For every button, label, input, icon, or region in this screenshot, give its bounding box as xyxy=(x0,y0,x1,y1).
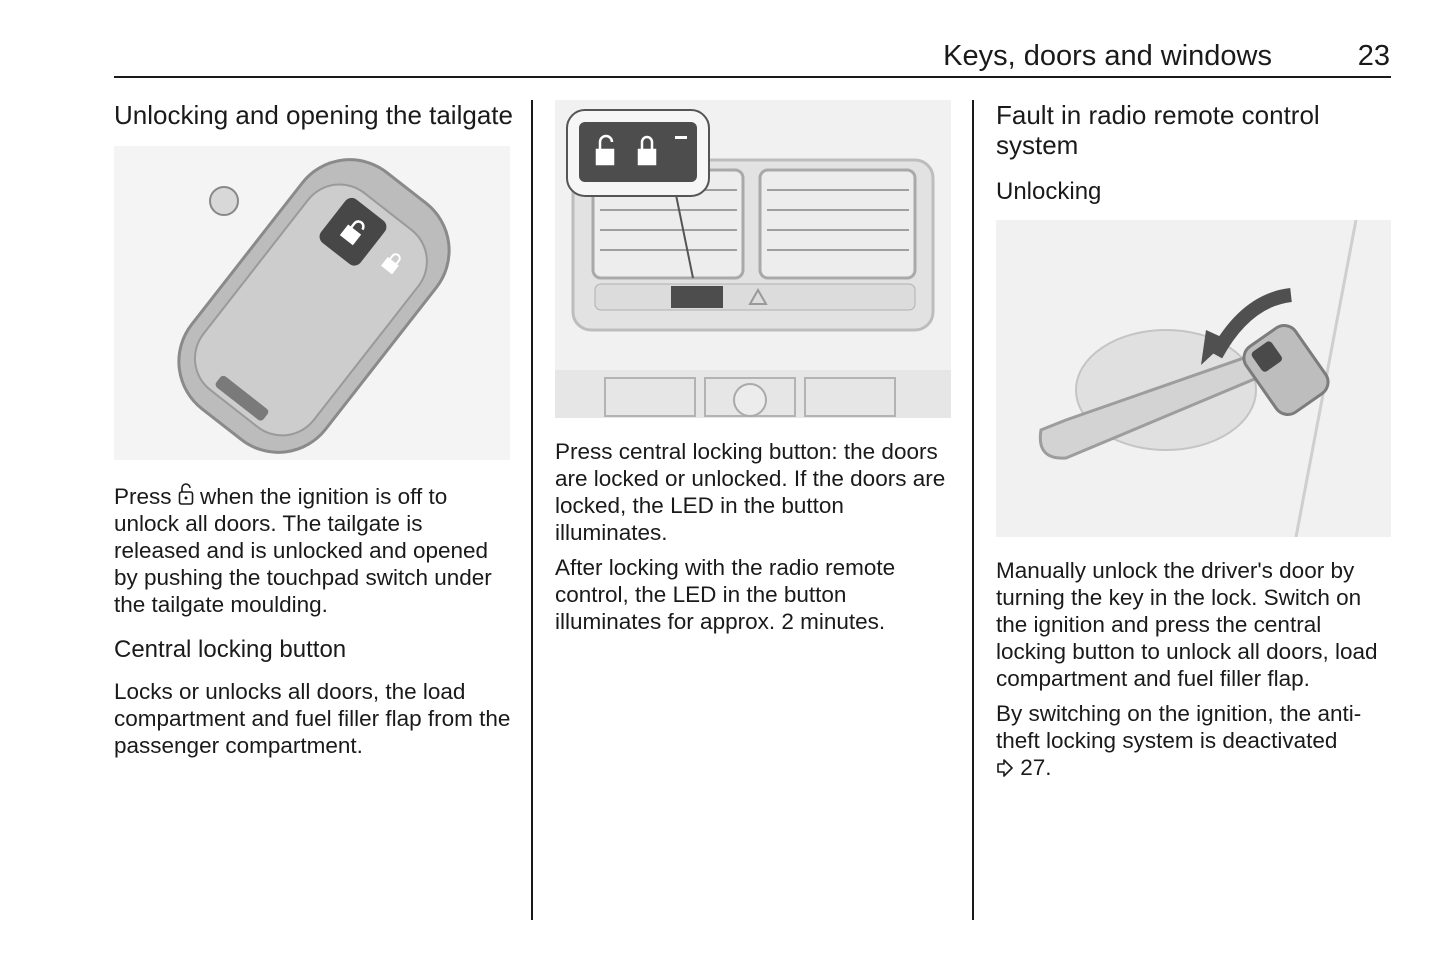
central-locking-button-illustration xyxy=(555,100,951,418)
column-divider-1 xyxy=(531,100,533,920)
column-divider-2 xyxy=(972,100,974,920)
subheading-unlocking: Unlocking xyxy=(996,178,1102,205)
door-handle-key-illustration xyxy=(996,220,1391,537)
central-locking-description: Locks or unlocks all doors, the load compartment and fuel filler flap from the passenger compartment. xyxy=(114,679,511,758)
unlocked-padlock-icon xyxy=(178,482,194,506)
page-reference-link[interactable]: 27. xyxy=(1020,755,1052,780)
section-heading-fault: Fault in radio remote control system xyxy=(996,100,1320,160)
tailgate-instructions: when the ignition is off to unlock all doors. The tailgate is released and is unlocked and opened by pushing the touchpad switch under the tailgate moulding. xyxy=(114,484,492,617)
header-divider xyxy=(114,76,1391,78)
central-locking-instructions: Press central locking button: the doors are locked or unlocked. If the doors are locked, the LED in the button illuminates. xyxy=(555,439,946,545)
anti-theft-note: By switching on the ignition, the anti-theft locking system is deactivated xyxy=(996,701,1362,753)
column-left xyxy=(114,100,514,759)
column-right xyxy=(996,100,1396,781)
press-label: Press xyxy=(114,484,172,509)
chapter-title: Keys, doors and windows xyxy=(943,40,1272,72)
led-description: After locking with the radio remote control, the LED in the button illuminates for approx. 2 minutes. xyxy=(555,555,896,634)
column-middle xyxy=(555,100,955,635)
page-number: 23 xyxy=(1357,40,1390,72)
section-heading-tailgate: Unlocking and opening the tailgate xyxy=(114,100,513,130)
key-fob-illustration xyxy=(114,146,510,460)
manual-unlock-instructions: Manually unlock the driver's door by turning the key in the lock. Switch on the ignition and press the central locking button to unlock all doors, load compartment and fuel filler flap. xyxy=(996,558,1378,691)
reference-arrow-icon xyxy=(996,759,1014,777)
section-heading-central-locking: Central locking button xyxy=(114,636,347,663)
